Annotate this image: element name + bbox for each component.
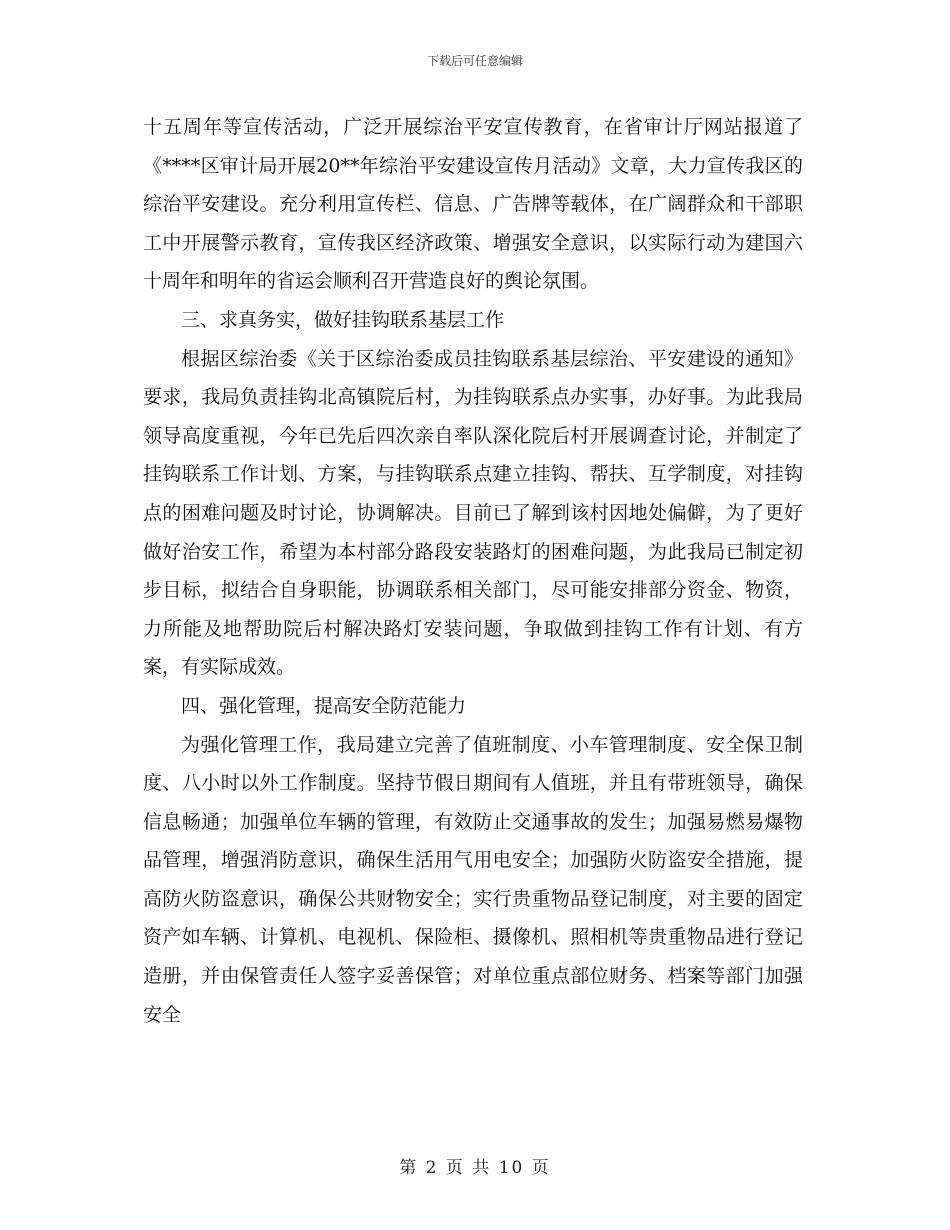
page-number-label: 第 2 页 共 10 页 [399,1158,551,1178]
paragraph-continuation: 十五周年等宣传活动，广泛开展综治平安宣传教育，在省审计厅网站报道了《****区审计局开展20**年综治平安建设宣传月活动》文章，大力宣传我区的综治平安建设。充分利用宣传栏、信息、广告牌等载体，在广阔群众和干部职工中开展警示教育，宣传我区经济政策、增强安全意识，以实际行动为建国六十周年和明年的省运会顺利召开营造良好的舆论氛围。 [143,116,803,293]
document-body [143,108,803,1034]
paragraph-section-3: 根据区综治委《关于区综治委成员挂钩联系基层综治、平安建设的通知》要求，我局负责挂钩北高镇院后村，为挂钩联系点办实事，办好事。为此我局领导高度重视，今年已先后四次亲自率队深化院后村开展调查讨论，并制定了挂钩联系工作计划、方案，与挂钩联系点建立挂钩、帮扶、互学制度，对挂钩点的困难问题及时讨论，协调解决。目前已了解到该村因地处偏僻，为了更好做好治安工作，希望为本村部分路段安装路灯的困难问题，为此我局已制定初步目标，拟结合自身职能，协调联系相关部门，尽可能安排部分资金、物资，力所能及地帮助院后村解决路灯安装问题，争取做到挂钩工作有计划、有方案，有实际成效。 [143,347,803,679]
page-header: 下载后可任意编辑 [426,54,523,68]
section-heading-3: 三、求真务实，做好挂钩联系基层工作 [181,308,505,331]
section-heading-4: 四、强化管理，提高安全防范能力 [181,694,467,717]
page-number-footer [0,1153,950,1178]
paragraph-section-4: 为强化管理工作，我局建立完善了值班制度、小车管理制度、安全保卫制度、八小时以外工作制度。坚持节假日期间有人值班，并且有带班领导，确保信息畅通；加强单位车辆的管理，有效防止交通事故的发生；加强易燃易爆物品管理，增强消防意识，确保生活用气用电安全；加强防火防盗安全措施，提高防火防盗意识，确保公共财物安全；实行贵重物品登记制度，对主要的固定资产如车辆、计算机、电视机、保险柜、摄像机、照相机等贵重物品进行登记造册，并由保管责任人签字妥善保管；对单位重点部位财务、档案等部门加强安全 [143,733,803,1026]
